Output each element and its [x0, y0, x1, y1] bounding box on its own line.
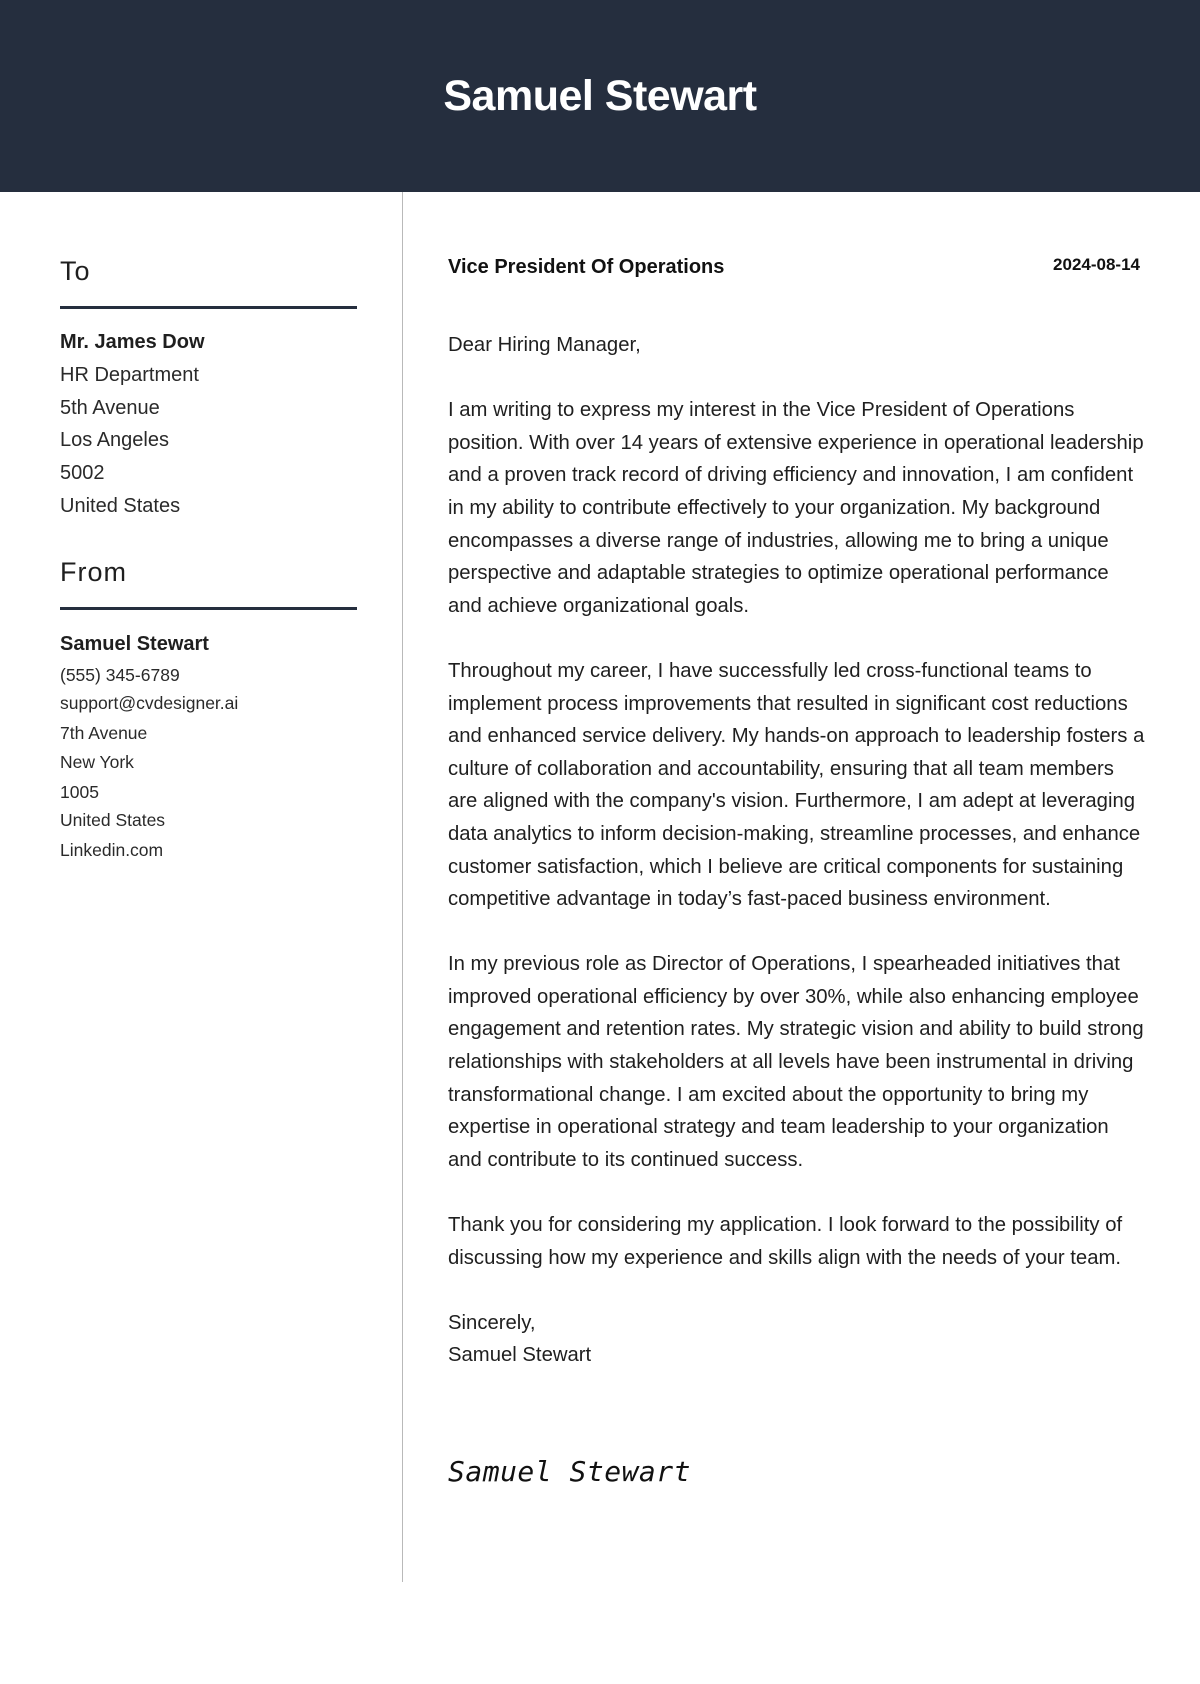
letter-date: 2024-08-14: [1053, 255, 1140, 274]
salutation: Dear Hiring Manager,: [448, 334, 641, 356]
closing-name: Samuel Stewart: [448, 1344, 592, 1367]
sender-phone: (555) 345-6789: [60, 665, 180, 685]
from-heading: From: [60, 557, 127, 587]
sender-email: support@cvdesigner.ai: [60, 693, 239, 713]
letter-body: [448, 329, 1148, 1372]
from-divider: [60, 607, 357, 610]
recipient-country: United States: [60, 495, 181, 517]
closing: Sincerely,: [448, 1311, 536, 1334]
body-paragraph: I am writing to express my interest in the Vice President of Operations position. With over 14 years of extensive experience in operational leadership and a proven track record of driving efficiency and innovation, I am confident in my ability to contribute effectively to your organization. My background encompasses a diverse range of industries, allowing me to bring a unique perspective and adaptable strategies to optimize operational performance and achieve organizational goals.: [448, 399, 1144, 617]
sender-name: Samuel Stewart: [60, 633, 209, 655]
recipient-street: 5th Avenue: [60, 397, 160, 419]
recipient-name: Mr. James Dow: [60, 331, 205, 353]
sender-website: Linkedin.com: [60, 840, 164, 860]
sender-street: 7th Avenue: [60, 723, 148, 743]
recipient-zip: 5002: [60, 462, 105, 484]
column-divider: [402, 192, 403, 1582]
sender-country: United States: [60, 810, 166, 830]
sender-city: New York: [60, 752, 134, 772]
to-heading: To: [60, 256, 91, 286]
body-paragraph: Throughout my career, I have successfully led cross-functional teams to implement process improvements that resulted in significant cost reductions and enhanced service delivery. My hands-on approach to leadership fosters a culture of collaboration and accountability, ensuring that all team members are aligned with the company's vision. Furthermore, I am adept at leveraging data analytics to inform decision-making, streamline processes, and enhance customer satisfaction, which I believe are critical components for sustaining competitive advantage in today’s fast-paced business environment.: [448, 659, 1145, 911]
signature: Samuel Stewart: [448, 1455, 692, 1488]
body-paragraph: In my previous role as Director of Operations, I spearheaded initiatives that improved operational efficiency by over 30%, while also enhancing employee engagement and retention rates. My strategic vision and ability to build strong relationships with stakeholders at all levels have been instrumental in driving transformational change. I am excited about the opportunity to bring my expertise in operational strategy and team leadership to your organization and contribute to its continued success.: [448, 953, 1144, 1171]
to-divider: [60, 306, 357, 309]
applicant-name-heading: Samuel Stewart: [443, 72, 757, 120]
header-banner: [0, 0, 1200, 192]
body-paragraph: Thank you for considering my application. I look forward to the possibility of discussing how my experience and skills align with the needs of your team.: [448, 1214, 1123, 1269]
sender-zip: 1005: [60, 782, 99, 802]
recipient-city: Los Angeles: [60, 429, 169, 451]
recipient-department: HR Department: [60, 364, 199, 386]
job-title: Vice President Of Operations: [448, 256, 725, 278]
